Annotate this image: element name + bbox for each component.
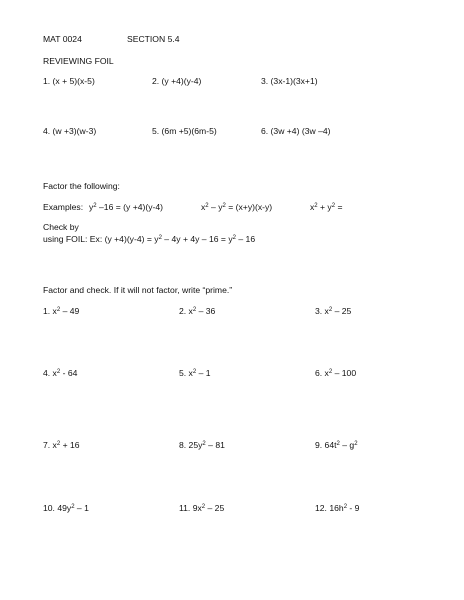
example-1: $y^2$ –16 = (y +4)(y-4) xyxy=(89,202,164,212)
topic-title: REVIEWING FOIL xyxy=(43,56,114,66)
examples-label: Examples: xyxy=(43,202,84,212)
factor-problem-9: 9. $64t^2 - g^2$ xyxy=(315,440,358,450)
foil-problem-5: 5. (6m +5)(6m-5) xyxy=(152,126,217,136)
factor-problem-2: 2. $x^2 - 36$ xyxy=(179,306,216,316)
factor-problem-3: 3. $x^2 - 25$ xyxy=(315,306,352,316)
factor-problem-11: 11. $9x^2 - 25$ xyxy=(179,503,225,513)
foil-problem-3: 3. (3x-1)(3x+1) xyxy=(261,76,318,86)
factor-problem-4: 4. $x^2 - 64$ xyxy=(43,368,78,378)
factor-problem-7: 7. $x^2 + 16$ xyxy=(43,440,80,450)
example-2: $x^2 - y^2 = (x+y)(x-y)$ xyxy=(201,202,273,212)
foil-problem-6: 6. (3w +4) (3w –4) xyxy=(261,126,331,136)
factor-problem-5: 5. $x^2 - 1$ xyxy=(179,368,211,378)
foil-problem-4: 4. (w +3)(w-3) xyxy=(43,126,97,136)
factor-heading: Factor the following: xyxy=(43,181,120,191)
foil-problem-1: 1. (x + 5)(x-5) xyxy=(43,76,95,86)
factor-problem-1: 1. $x^2 - 49$ xyxy=(43,306,80,316)
factor-problem-10: 10. $49y^2 - 1$ xyxy=(43,503,89,513)
factor-check-heading: Factor and check. If it will not factor, write “prime.” xyxy=(43,285,233,295)
section-title: SECTION 5.4 xyxy=(127,34,180,44)
course-code: MAT 0024 xyxy=(43,34,82,44)
check-line-2: using FOIL: Ex: $(y +4)(y-4) = y^2 - 4y + 4y - 16 = y^2 - 16$ xyxy=(43,234,256,244)
foil-problem-2: 2. (y +4)(y-4) xyxy=(152,76,202,86)
factor-problem-8: 8. $25y^2 - 81$ xyxy=(179,440,225,450)
factor-problem-12: 12. $16h^2 - 9$ xyxy=(315,503,360,513)
check-line-1: Check by xyxy=(43,222,79,232)
factor-problem-6: 6. $x^2 - 100$ xyxy=(315,368,357,378)
example-3: $x^2 + y^2$ = xyxy=(310,202,343,212)
